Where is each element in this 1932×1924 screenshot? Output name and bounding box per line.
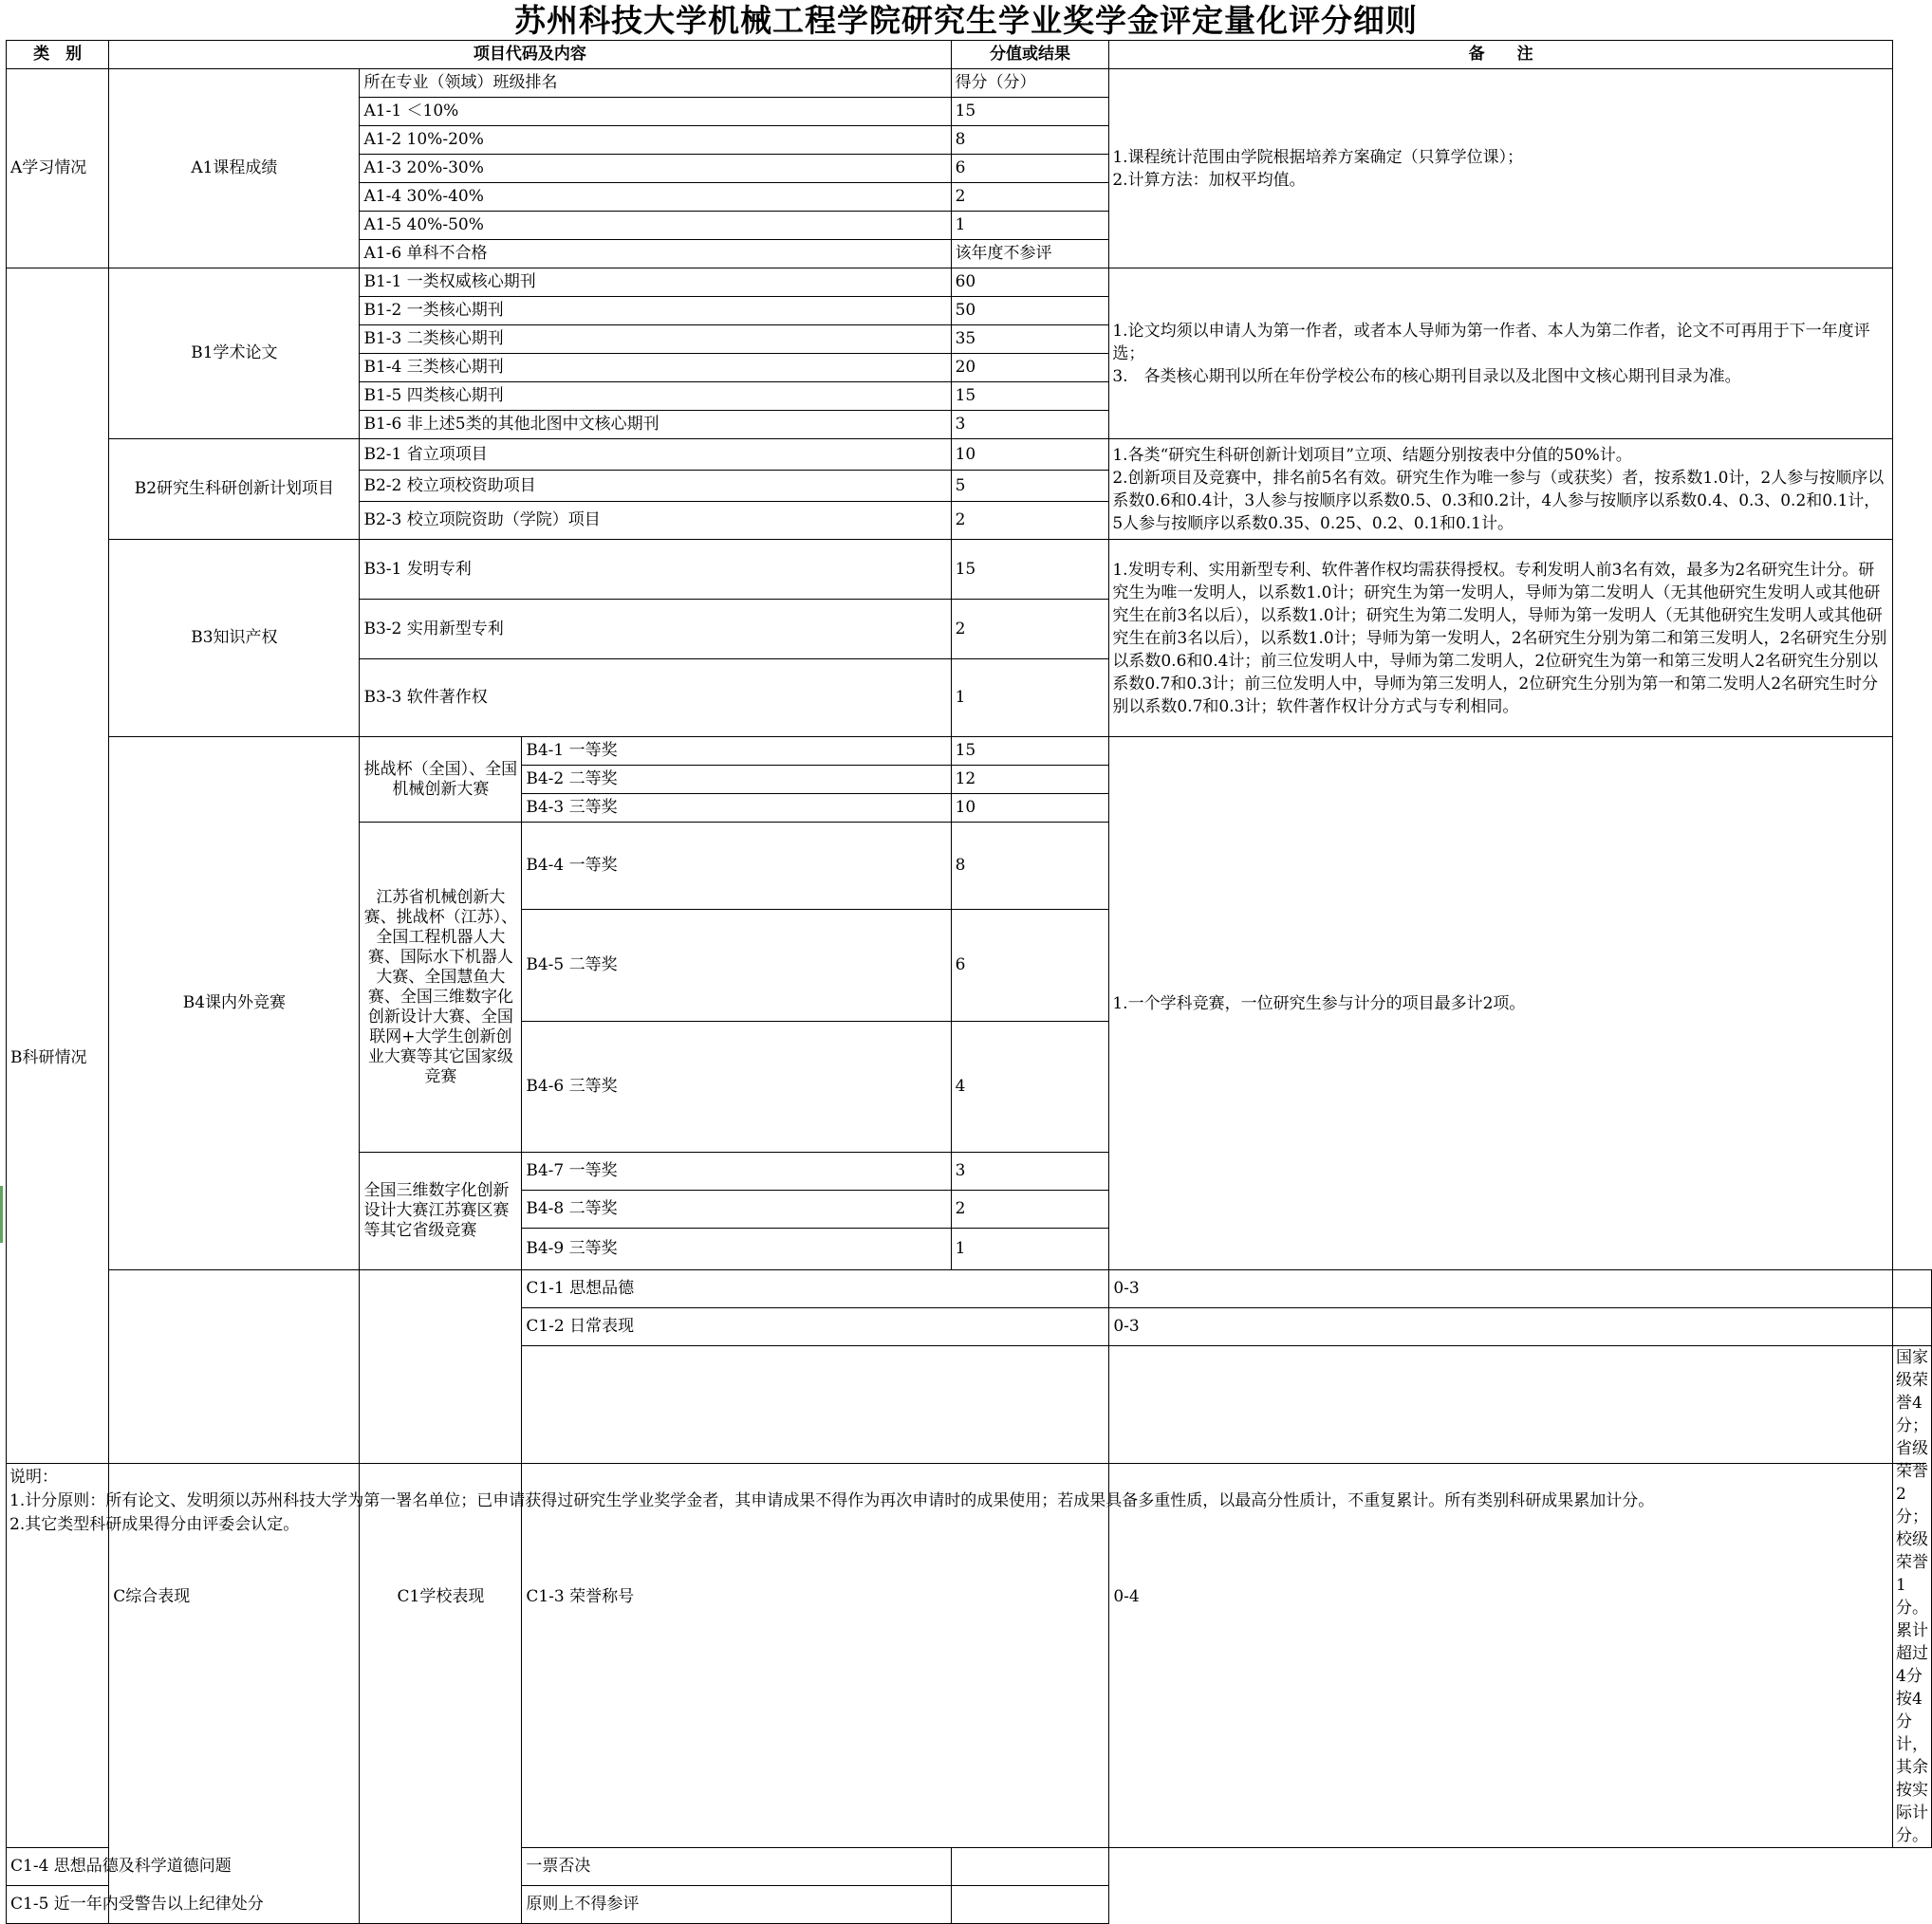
sheet-edge-marker [0,1186,3,1243]
score-cell: 一票否决 [522,1848,951,1886]
item-cell: C1-3 荣誉称号 [522,1346,1109,1848]
score-cell: 1 [951,1229,1109,1270]
item-cell: B1-3 二类核心期刊 [360,325,951,354]
score-cell: 15 [951,737,1109,766]
note-line: 1.发明专利、实用新型专利、软件著作权均需获得授权。专利发明人前3名有效，最多为2名研究生计分。研究生为唯一发明人，以系数1.0计；研究生为第一发明人，导师为第二发明人（无其他研究生发明人或其他研究生在前3名以后），以系数1.0计；研究生为第二发明人，导师为第一发明人（无其他研究生发明人或其他研究生在前3名以后），以系数1.0计；导师为第一发明人，2名研究生分别为第二和第三发明人，2名研究生分别以系数0.6和0.4计；前三位发明人中，导师为第二发明人，2位研究生为第一和第三发明人2名研究生分别以系数0.7和0.3计；前三位发明人中，导师为第三发明人，2位研究生分别为第一和第二发明人2名研究生时分别以系数0.7和0.3计；软件著作权计分方式与专利相同。 [1112,560,1887,716]
sub-b4: B4课内外竞赛 [109,737,360,1270]
category-b: B科研情况 [7,268,109,1848]
item-cell: A1-1 ＜10% [360,98,951,126]
score-cell: 该年度不参评 [951,240,1109,268]
note-line: 1.课程统计范围由学院根据培养方案确定（只算学位课）； [1112,147,1524,167]
note-cell [1893,1308,1932,1346]
sub-b3: B3知识产权 [109,540,360,737]
explanation-line: 1.计分原则：所有论文、发明须以苏州科技大学为第一署名单位；已申请获得过研究生学业奖学金者，其申请成果不得作为再次申请时的成果使用；若成果具备多重性质，以最高分性质计，不重复累计。所有类别科研成果累加计分。 [9,1491,1655,1510]
note-line: 2.计算方法：加权平均值。 [1112,170,1306,190]
item-cell: B1-6 非上述5类的其他北图中文核心期刊 [360,411,951,439]
score-cell: 35 [951,325,1109,354]
item-cell: B4-2 二等奖 [522,766,951,794]
score-cell: 2 [951,502,1109,540]
item-cell: B3-3 软件著作权 [360,659,951,737]
item-cell: B3-1 发明专利 [360,540,951,600]
sub-b1: B1学术论文 [109,268,360,439]
header-item: 项目代码及内容 [109,41,951,69]
score-cell: 15 [951,382,1109,411]
item-cell: 所在专业（领域）班级排名 [360,69,951,98]
competition-group-provincial: 全国三维数字化创新设计大赛江苏赛区赛等其它省级竞赛 [360,1153,522,1270]
item-cell: A1-3 20%-30% [360,155,951,183]
note-line: 1.各类“研究生科研创新计划项目”立项、结题分别按表中分值的50%计。 [1112,445,1632,465]
item-cell: A1-4 30%-40% [360,183,951,212]
item-cell: B1-2 一类核心期刊 [360,297,951,325]
table-row [7,69,1932,98]
item-cell: A1-6 单科不合格 [360,240,951,268]
score-cell: 1 [951,659,1109,737]
explanation-block [6,1463,1926,1590]
note-b4 [1109,737,1893,1270]
item-cell: C1-4 思想品德及科学道德问题 [7,1848,360,1886]
header-note: 备 注 [1109,41,1893,69]
table-row [7,268,1932,297]
note-cell: 国家级荣誉4分；省级荣誉2分；校级荣誉1分。累计超过4分按4分计，其余按实际计分。 [1893,1346,1932,1848]
document-title: 苏州科技大学机械工程学院研究生学业奖学金评定量化评分细则 [514,2,1418,39]
note-b3 [1109,540,1893,737]
item-cell: B1-4 三类核心期刊 [360,354,951,382]
note-cell [1893,1270,1932,1308]
table-row [7,1886,1932,1924]
score-cell: 得分（分） [951,69,1109,98]
item-cell: C1-5 近一年内受警告以上纪律处分 [7,1886,360,1924]
table-row [7,439,1932,471]
table-row [7,737,1932,766]
sub-a1: A1课程成绩 [109,69,360,268]
score-cell: 原则上不得参评 [522,1886,951,1924]
item-cell: B4-8 二等奖 [522,1191,951,1229]
note-line: 1.论文均须以申请人为第一作者，或者本人导师为第一作者、本人为第二作者，论文不可再用于下一年度评选； [1112,321,1870,363]
score-cell: 6 [951,155,1109,183]
item-cell: B4-3 三等奖 [522,794,951,823]
category-a: A学习情况 [7,69,109,268]
score-cell: 12 [951,766,1109,794]
explanation-heading: 说明： [9,1468,58,1487]
score-cell: 15 [951,98,1109,126]
note-b1 [1109,268,1893,439]
item-cell: C1-2 日常表现 [522,1308,1109,1346]
score-cell: 8 [951,823,1109,910]
score-cell: 20 [951,354,1109,382]
sub-c1: C1学校表现 [360,1270,522,1924]
header-row [7,41,1932,69]
item-cell: B3-2 实用新型专利 [360,600,951,659]
score-cell: 2 [951,1191,1109,1229]
item-cell: B2-2 校立项校资助项目 [360,471,951,502]
score-cell: 1 [951,212,1109,240]
score-cell: 0-3 [1109,1308,1893,1346]
header-category: 类 别 [7,41,109,69]
score-cell: 10 [951,439,1109,471]
score-cell: 15 [951,540,1109,600]
note-cell [951,1848,1109,1886]
item-cell: B1-5 四类核心期刊 [360,382,951,411]
competition-group-national: 江苏省机械创新大赛、挑战杯（江苏）、全国工程机器人大赛、国际水下机器人大赛、全国慧鱼大赛、全国三维数字化创新设计大赛、全国联网+大学生创新创业大赛等其它国家级竞赛 [360,823,522,1153]
item-cell: B4-9 三等奖 [522,1229,951,1270]
note-cell [951,1886,1109,1924]
item-cell: C1-1 思想品德 [522,1270,1109,1308]
note-line: 2.创新项目及竞赛中，排名前5名有效。研究生作为唯一参与（或获奖）者，按系数1.0计，2人参与按顺序以系数0.6和0.4计，3人参与按顺序以系数0.5、0.3和0.2计，4人参与按顺序以系数0.4、0.3、0.2和0.1计，5人参与按顺序以系数0.35、0.25、0.2、0.1和0.1计。 [1112,468,1885,533]
score-cell: 6 [951,910,1109,1022]
item-cell: B4-5 二等奖 [522,910,951,1022]
score-cell: 50 [951,297,1109,325]
item-cell: B4-4 一等奖 [522,823,951,910]
item-cell: A1-2 10%-20% [360,126,951,155]
score-cell: 10 [951,794,1109,823]
item-cell: A1-5 40%-50% [360,212,951,240]
item-cell: B4-1 一等奖 [522,737,951,766]
score-cell: 2 [951,183,1109,212]
category-c: C综合表现 [109,1270,360,1924]
sub-b2: B2研究生科研创新计划项目 [109,439,360,540]
score-cell: 5 [951,471,1109,502]
table-row [7,1270,1932,1308]
item-cell: B1-1 一类权威核心期刊 [360,268,951,297]
item-cell: B2-1 省立项项目 [360,439,951,471]
note-line: 1.一个学科竞赛，一位研究生参与计分的项目最多计2项。 [1112,993,1526,1013]
note-b2 [1109,439,1893,540]
table-row [7,540,1932,600]
score-cell: 3 [951,1153,1109,1191]
score-cell: 0-3 [1109,1270,1893,1308]
score-cell: 8 [951,126,1109,155]
note-a1 [1109,69,1893,268]
score-cell: 2 [951,600,1109,659]
item-cell: B4-6 三等奖 [522,1022,951,1153]
score-cell: 60 [951,268,1109,297]
item-cell: B4-7 一等奖 [522,1153,951,1191]
note-line: 3. 各类核心期刊以所在年份学校公布的核心期刊目录以及北图中文核心期刊目录为准。 [1112,366,1741,386]
competition-group-national-top: 挑战杯（全国）、全国机械创新大赛 [360,737,522,823]
table-row [7,1848,1932,1886]
score-cell: 4 [951,1022,1109,1153]
scoring-table [6,40,1932,1924]
explanation-line: 2.其它类型科研成果得分由评委会认定。 [9,1515,300,1534]
score-cell: 3 [951,411,1109,439]
score-cell: 0-4 [1109,1346,1893,1848]
header-score: 分值或结果 [951,41,1109,69]
item-cell: B2-3 校立项院资助（学院）项目 [360,502,951,540]
